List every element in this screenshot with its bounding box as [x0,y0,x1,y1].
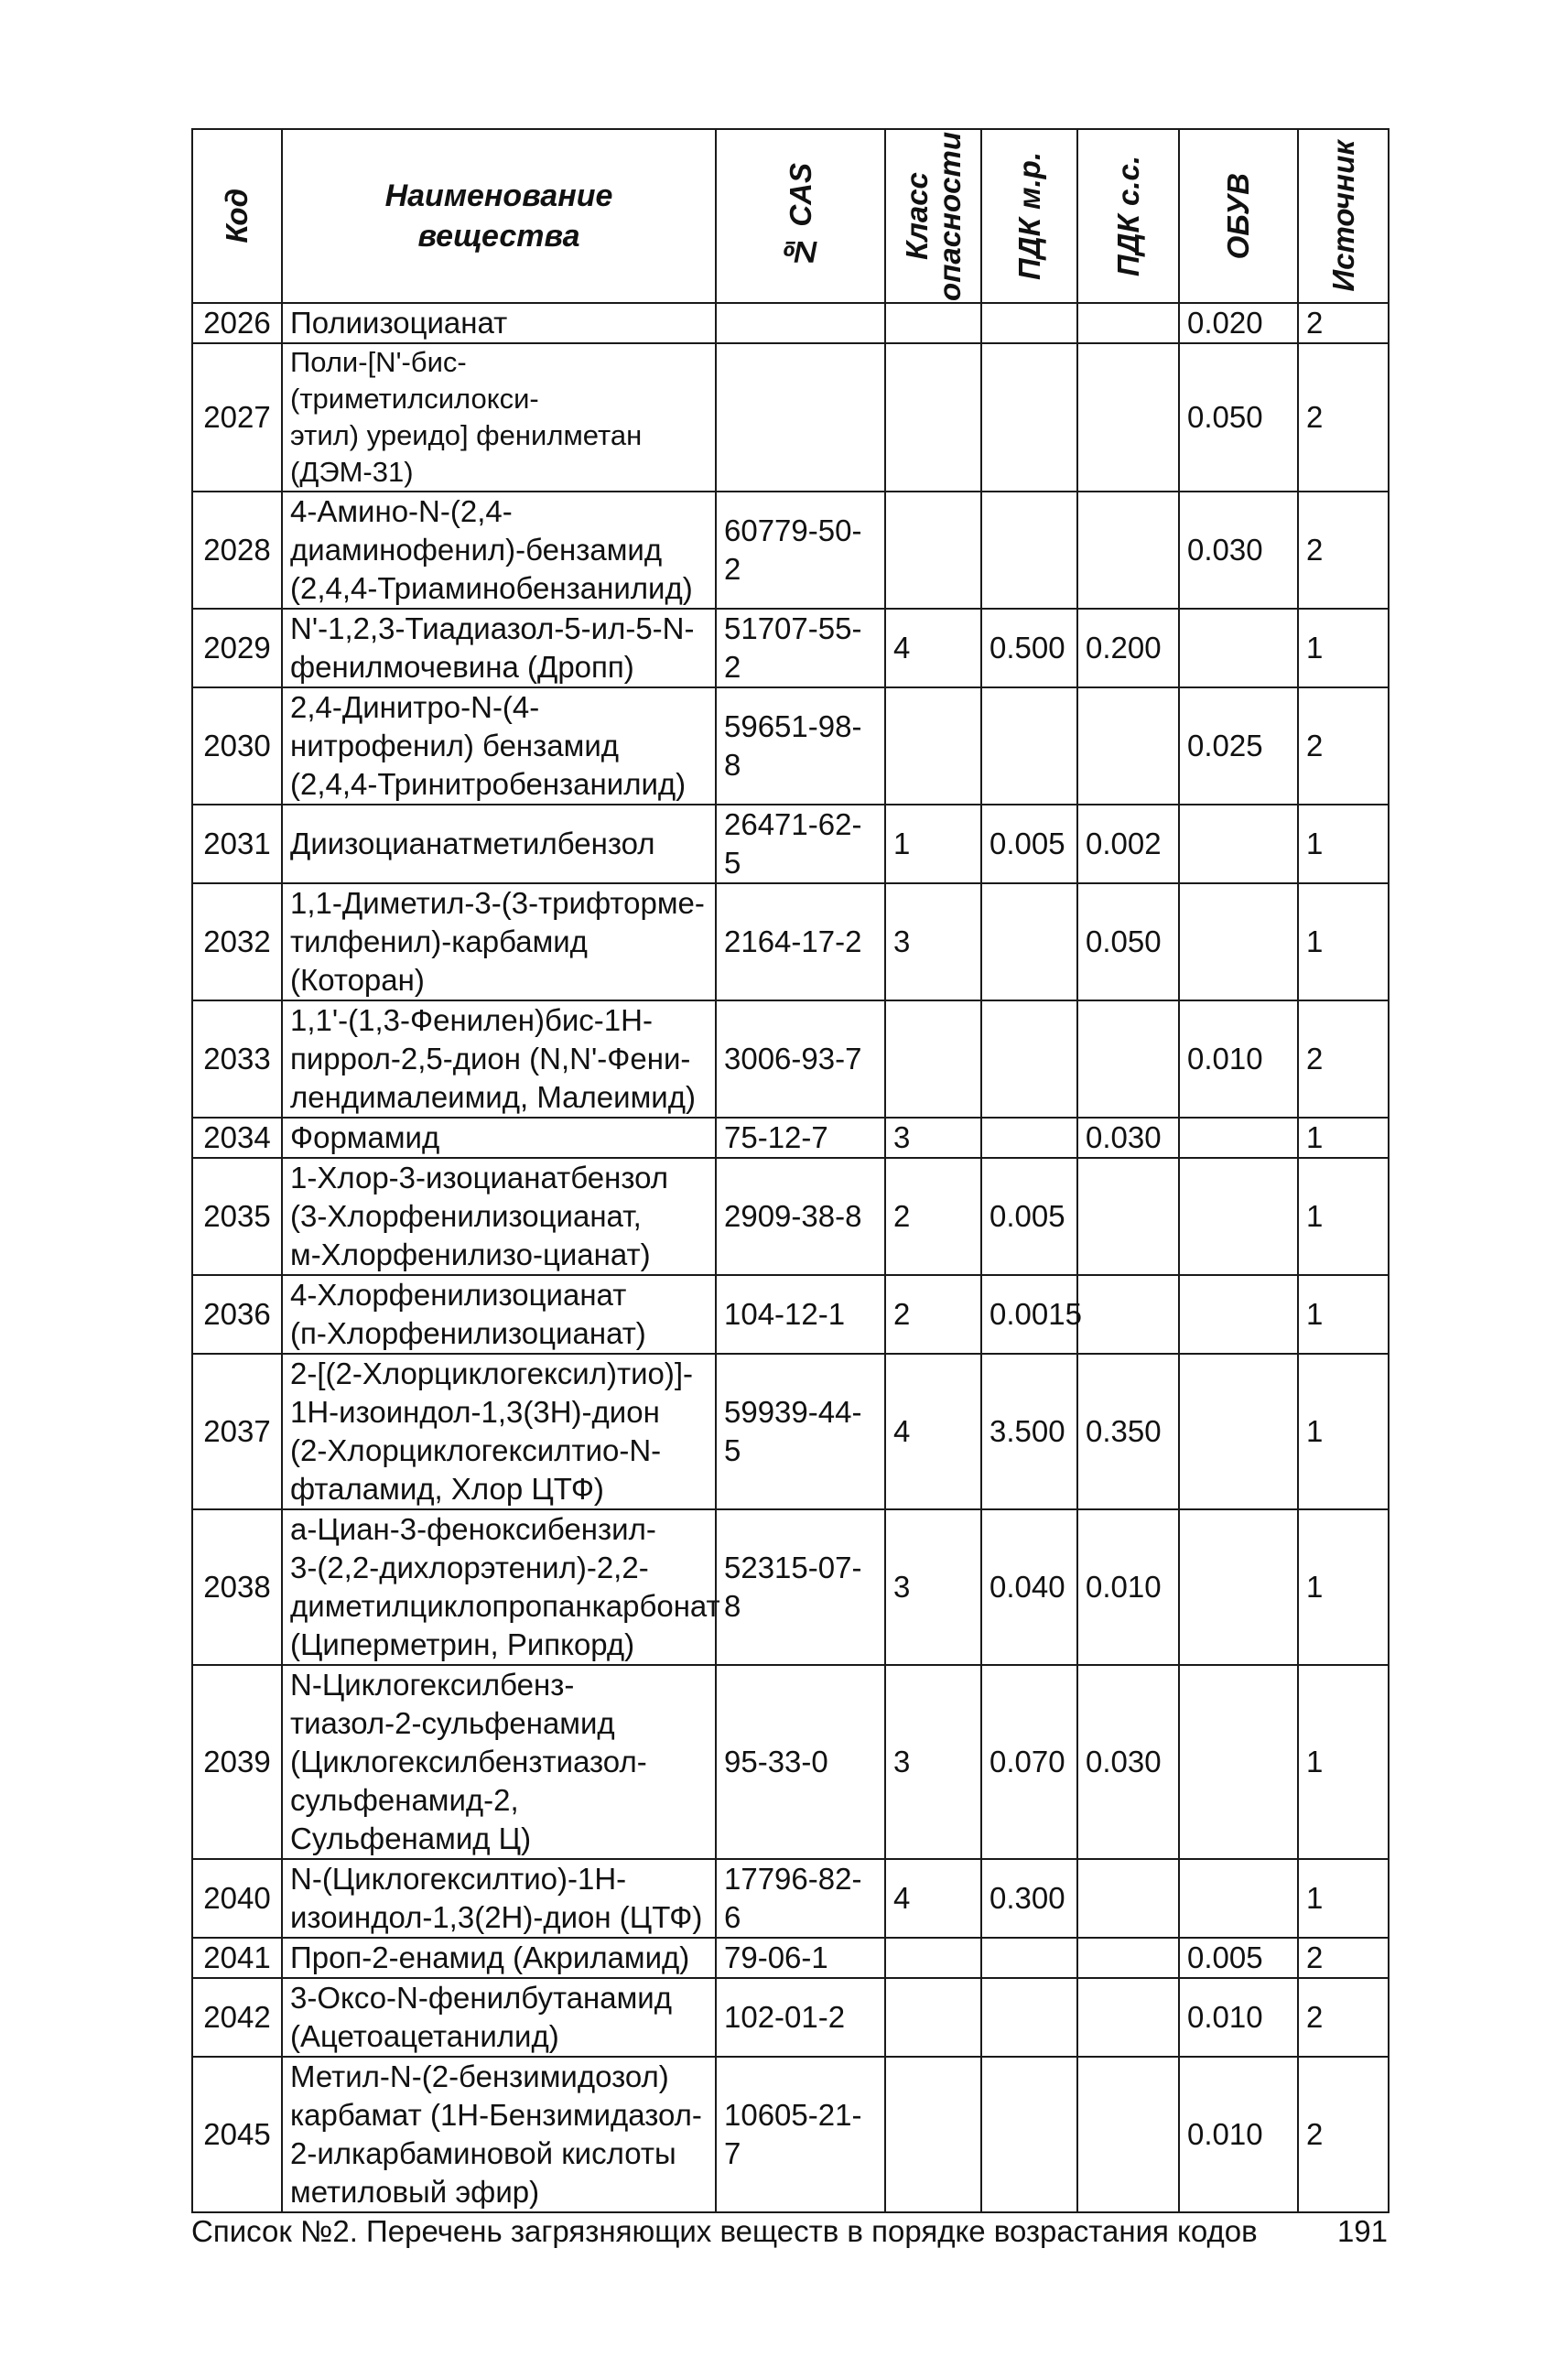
code-cell: 2032 [192,883,282,1000]
name-cell: 1-Хлор-3-изоцианатбензол (3-Хлорфенилизоцианат, м-Хлорфенилизо-цианат) [282,1158,716,1275]
hazard-class-cell [885,2057,981,2212]
cas-cell: 10605-21-7 [716,2057,885,2212]
hazard-class-cell: 3 [885,883,981,1000]
source-cell: 1 [1298,609,1389,687]
name-cell: Поли-[N'-бис-(триметилсилокси- этил) уреидо] фенилметан (ДЭМ-31) [282,343,716,492]
hazard-class-cell [885,687,981,805]
pdk-ss-cell [1077,492,1179,609]
hazard-class-cell: 2 [885,1158,981,1275]
source-cell: 1 [1298,805,1389,883]
pdk-ss-cell: 0.030 [1077,1665,1179,1859]
obuv-cell: 0.020 [1179,303,1298,343]
pdk-mr-cell [981,1978,1077,2057]
pdk-mr-cell: 0.500 [981,609,1077,687]
header-code: Код [192,129,282,303]
pdk-ss-cell: 0.030 [1077,1118,1179,1158]
source-cell: 2 [1298,343,1389,492]
code-cell: 2039 [192,1665,282,1859]
obuv-cell: 0.050 [1179,343,1298,492]
pdk-ss-cell: 0.050 [1077,883,1179,1000]
obuv-cell [1179,1665,1298,1859]
header-hazard-class: Класс опасности [885,129,981,303]
pdk-ss-cell: 0.200 [1077,609,1179,687]
name-cell: 2,4-Динитро-N-(4- нитрофенил) бензамид (2,4,4-Тринитробензанилид) [282,687,716,805]
pdk-ss-cell [1077,343,1179,492]
table-row [192,1859,1389,1938]
hazard-class-cell: 3 [885,1665,981,1859]
name-cell: Формамид [282,1118,716,1158]
name-cell: Проп-2-енамид (Акриламид) [282,1938,716,1978]
obuv-cell [1179,1275,1298,1354]
pdk-ss-cell [1077,1859,1179,1938]
hazard-class-cell: 1 [885,805,981,883]
pdk-mr-cell: 0.005 [981,1158,1077,1275]
pdk-mr-cell: 3.500 [981,1354,1077,1509]
hazard-class-cell: 4 [885,609,981,687]
pdk-mr-cell: 0.0015 [981,1275,1077,1354]
table-row [192,1665,1389,1859]
table-row [192,609,1389,687]
cas-cell: 60779-50-2 [716,492,885,609]
source-cell: 2 [1298,492,1389,609]
cas-cell: 26471-62-5 [716,805,885,883]
name-cell: Диизоцианатметилбензол [282,805,716,883]
code-cell: 2029 [192,609,282,687]
source-cell: 1 [1298,1118,1389,1158]
name-cell: 3-Оксо-N-фенилбутанамид (Ацетоацетанилид) [282,1978,716,2057]
substances-table [191,128,1390,2213]
cas-cell: 75-12-7 [716,1118,885,1158]
hazard-class-cell [885,492,981,609]
cas-cell [716,303,885,343]
code-cell: 2031 [192,805,282,883]
obuv-cell: 0.010 [1179,2057,1298,2212]
table-row [192,1000,1389,1118]
name-cell: Метил-N-(2-бензимидозол) карбамат (1Н-Бензимидазол- 2-илкарбаминовой кислоты метиловый эфир) [282,2057,716,2212]
pdk-mr-cell [981,303,1077,343]
pdk-mr-cell [981,883,1077,1000]
source-cell: 1 [1298,1665,1389,1859]
code-cell: 2042 [192,1978,282,2057]
footer-caption: Список №2. Перечень загрязняющих веществ в порядке возрастания кодов [191,2214,1258,2248]
pdk-mr-cell [981,1000,1077,1118]
table-row [192,1978,1389,2057]
table-header [192,129,1389,303]
code-cell: 2028 [192,492,282,609]
pdk-mr-cell: 0.040 [981,1509,1077,1665]
source-cell: 2 [1298,1938,1389,1978]
source-cell: 1 [1298,1509,1389,1665]
header-row [192,129,1389,303]
pdk-ss-cell: 0.010 [1077,1509,1179,1665]
code-cell: 2026 [192,303,282,343]
header-source: Источник [1298,129,1389,303]
obuv-cell [1179,1118,1298,1158]
cas-cell: 59939-44-5 [716,1354,885,1509]
code-cell: 2040 [192,1859,282,1938]
table-row [192,1275,1389,1354]
obuv-cell [1179,1354,1298,1509]
code-cell: 2033 [192,1000,282,1118]
obuv-cell: 0.010 [1179,1978,1298,2057]
page-number: 191 [1336,2214,1388,2248]
hazard-class-cell: 2 [885,1275,981,1354]
table-row [192,883,1389,1000]
obuv-cell [1179,1509,1298,1665]
obuv-cell [1179,883,1298,1000]
code-cell: 2037 [192,1354,282,1509]
table-row [192,805,1389,883]
name-cell: N'-1,2,3-Тиадиазол-5-ил-5-N- фенилмочевина (Дропп) [282,609,716,687]
header-obuv: ОБУВ [1179,129,1298,303]
hazard-class-cell [885,303,981,343]
code-cell: 2036 [192,1275,282,1354]
name-cell: N-(Циклогексилтио)-1Н- изоиндол-1,3(2Н)-дион (ЦТФ) [282,1859,716,1938]
pdk-ss-cell [1077,1000,1179,1118]
table-row [192,1354,1389,1509]
code-cell: 2030 [192,687,282,805]
table-row [192,1938,1389,1978]
name-cell: N-Циклогексилбенз- тиазол-2-сульфенамид (Циклогексилбензтиазол- сульфенамид-2, Сульфенамид Ц) [282,1665,716,1859]
source-cell: 2 [1298,303,1389,343]
cas-cell: 2909-38-8 [716,1158,885,1275]
obuv-cell [1179,609,1298,687]
source-cell: 2 [1298,1978,1389,2057]
table-row [192,343,1389,492]
obuv-cell: 0.030 [1179,492,1298,609]
source-cell: 2 [1298,687,1389,805]
code-cell: 2035 [192,1158,282,1275]
hazard-class-cell: 4 [885,1859,981,1938]
header-name: Наименование вещества [282,129,716,303]
code-cell: 2045 [192,2057,282,2212]
name-cell: a-Циан-3-феноксибензил- 3-(2,2-дихлорэтенил)-2,2- диметилциклопропанкарбонат (Циперметрин, Рипкорд) [282,1509,716,1665]
hazard-class-cell [885,1938,981,1978]
hazard-class-cell: 3 [885,1118,981,1158]
name-cell: 1,1'-(1,3-Фенилен)бис-1Н- пиррол-2,5-дион (N,N'-Фени- лендималеимид, Малеимид) [282,1000,716,1118]
cas-cell: 17796-82-6 [716,1859,885,1938]
table-row [192,492,1389,609]
pdk-ss-cell [1077,2057,1179,2212]
pdk-mr-cell [981,687,1077,805]
table-row [192,1118,1389,1158]
cas-cell: 95-33-0 [716,1665,885,1859]
pdk-mr-cell: 0.300 [981,1859,1077,1938]
cas-cell: 2164-17-2 [716,883,885,1000]
obuv-cell [1179,805,1298,883]
source-cell: 1 [1298,1354,1389,1509]
name-cell: 2-[(2-Хлорциклогексил)тио)]- 1Н-изоиндол-1,3(3Н)-дион (2-Хлорциклогексилтио-N- фталамид, Хлор ЦТФ) [282,1354,716,1509]
source-cell: 1 [1298,1275,1389,1354]
pdk-ss-cell [1077,1275,1179,1354]
pdk-mr-cell [981,1938,1077,1978]
pdk-mr-cell [981,1118,1077,1158]
table-row [192,1509,1389,1665]
cas-cell: 51707-55-2 [716,609,885,687]
pdk-mr-cell [981,2057,1077,2212]
pdk-ss-cell [1077,1938,1179,1978]
hazard-class-cell [885,1000,981,1118]
cas-cell: 104-12-1 [716,1275,885,1354]
table-row [192,687,1389,805]
code-cell: 2038 [192,1509,282,1665]
table-row [192,1158,1389,1275]
pdk-ss-cell [1077,303,1179,343]
pdk-mr-cell [981,492,1077,609]
cas-cell: 102-01-2 [716,1978,885,2057]
cas-cell [716,343,885,492]
header-pdk-mr: ПДК м.р. [981,129,1077,303]
pdk-ss-cell [1077,1158,1179,1275]
cas-cell: 3006-93-7 [716,1000,885,1118]
table-row [192,2057,1389,2212]
pdk-mr-cell [981,343,1077,492]
pdk-mr-cell: 0.070 [981,1665,1077,1859]
page-footer [191,2213,1388,2250]
name-cell: 4-Амино-N-(2,4- диаминофенил)-бензамид (2,4,4-Триаминобензанилид) [282,492,716,609]
name-cell: 1,1-Диметил-3-(3-трифторме- тилфенил)-карбамид (Которан) [282,883,716,1000]
pdk-mr-cell: 0.005 [981,805,1077,883]
obuv-cell [1179,1158,1298,1275]
pdk-ss-cell: 0.350 [1077,1354,1179,1509]
hazard-class-cell [885,1978,981,2057]
obuv-cell: 0.010 [1179,1000,1298,1118]
source-cell: 1 [1298,1859,1389,1938]
header-pdk-ss: ПДК с.с. [1077,129,1179,303]
source-cell: 1 [1298,1158,1389,1275]
table-body [192,303,1389,2212]
source-cell: 2 [1298,1000,1389,1118]
table-row [192,303,1389,343]
hazard-class-cell: 3 [885,1509,981,1665]
cas-cell: 52315-07-8 [716,1509,885,1665]
name-cell: 4-Хлорфенилизоцианат (п-Хлорфенилизоцианат) [282,1275,716,1354]
code-cell: 2041 [192,1938,282,1978]
name-cell: Полиизоцианат [282,303,716,343]
pdk-ss-cell [1077,1978,1179,2057]
cas-cell: 59651-98-8 [716,687,885,805]
pdk-ss-cell [1077,687,1179,805]
obuv-cell: 0.025 [1179,687,1298,805]
code-cell: 2027 [192,343,282,492]
hazard-class-cell: 4 [885,1354,981,1509]
pdk-ss-cell: 0.002 [1077,805,1179,883]
cas-cell: 79-06-1 [716,1938,885,1978]
source-cell: 1 [1298,883,1389,1000]
obuv-cell [1179,1859,1298,1938]
source-cell: 2 [1298,2057,1389,2212]
obuv-cell: 0.005 [1179,1938,1298,1978]
hazard-class-cell [885,343,981,492]
code-cell: 2034 [192,1118,282,1158]
header-cas: № CAS [716,129,885,303]
